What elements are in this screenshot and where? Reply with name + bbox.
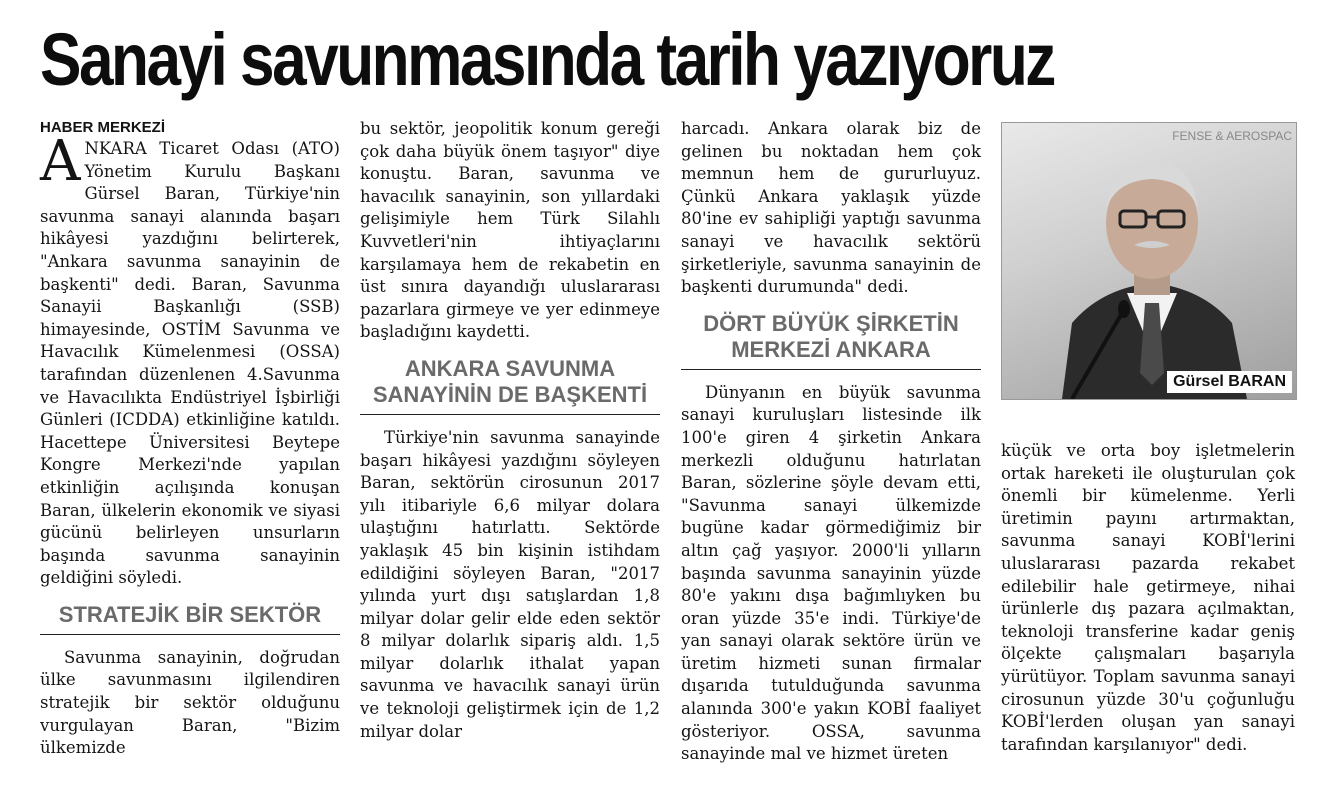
photo-caption: Gürsel BARAN: [1167, 371, 1292, 393]
article-column-2: [360, 118, 660, 743]
portrait-photo: [1001, 122, 1297, 400]
paragraph: Savunma sanayinin, doğrudan ülke savunmasını ilgilendiren stratejik bir sektör olduğunu vurgulayan Baran, "Bizim ülkemizde: [40, 647, 340, 758]
paragraph: harcadı. Ankara olarak biz de gelinen bu noktadan hem çok memnun hem de gururluyuz. Çünkü Ankara yaklaşık yüzde 80'ine ev sahipliği yaptığı savunma sanayi ve havacılık sektörü şirketleriyle, savunma sanayinin de başkenti durumunda" dedi.: [681, 119, 981, 297]
paragraph: küçük ve orta boy işletmelerin ortak hareketi ile oluşturulan çok önemli bir kümelenme. Yerli üretimin payını artırmaktan, savunma sanayi KOBİ'lerini uluslararası pazarda rekabet edilebilir hale getirmeye, nihai ürünlerle dış pazara açılmaktan, teknoloji transferine kadar geniş ölçekte çalışmaları başarıyla yürütüyor. Toplam savunma sanayi cirosunun yüzde 30'u çoğunluğu KOBİ'lerden oluşan yan sanayi tarafından karşılanıyor" dedi.: [1001, 441, 1295, 754]
paragraph: Türkiye'nin savunma sanayinde başarı hikâyesi yazdığını söyleyen Baran, sektörün cirosunun 2017 yılı itibariyle 6,6 milyar dolara ulaştığını hatırlattı. Sektörde yaklaşık 45 bin kişinin istihdam edildiğini söyleyen Baran, "2017 yılında yurt dışı satışlardan 1,8 milyar dolar gelir elde eden sektör 8 milyar dolarlık sipariş aldı. 1,5 milyar dolarlık ithalat yapan savunma ve havacılık sanayi ürün ve teknoloji geliştirmek için de 1,2 milyar dolar: [360, 427, 660, 741]
article-column-1: [40, 118, 340, 760]
portrait-illustration: [1002, 123, 1296, 399]
lead-text: NKARA Ticaret Odası (ATO) Yönetim Kurulu Başkanı Gürsel Baran, Türkiye'nin savunma sanayi alanında başarı hikâyesi yazdığını belirterek, "Ankara savunma sanayinin de başkenti" dedi. Baran, Savunma Sanayii Başkanlığı (SSB) himayesinde, OSTİM Savunma ve Havacılık Kümelenmesi (OSSA) tarafından düzenlenen 4.Savunma ve Havacılıkta Endüstriyel İşbirliği Günleri (ICDDA) etkinliğine katıldı. Hacettepe Üniversitesi Beytepe Kongre Merkezi'nde yapılan etkinliğin açılışında konuşan Baran, ülkelerin ekonomik ve siyasi gücünü belirleyen unsurların başında savunma sanayinin geldiğini söyledi.: [40, 139, 340, 588]
photo-background-text: FENSE & AEROSPAC: [1172, 129, 1292, 143]
byline: HABER MERKEZİ: [40, 119, 166, 136]
drop-cap: A: [40, 129, 81, 194]
paragraph: bu sektör, jeopolitik konum gereği çok daha büyük önem taşıyor" diye konuştu. Baran, savunma ve havacılık sanayinin, son yıllardaki gelişimiyle hem Türk Silahlı Kuvvetleri'nin ihtiyaçlarını karşılamaya hem de rekabetin en üst sınıra dayandığı uluslararası pazarlara girmeye ve yer edinmeye başladığını kaydetti.: [360, 119, 660, 342]
subhead-dort-buyuk: DÖRT BÜYÜK ŞİRKETİN MERKEZİ ANKARA: [681, 311, 981, 370]
paragraph: Dünyanın en büyük savunma sanayi kuruluşları listesinde ilk 100'e giren 4 şirketin Ankara merkezli olduğunu hatırlatan Baran, sözlerine şöyle devam etti, "Savunma sanayi ülkemizde bugüne kadar görmediğimiz bir altın çağ yaşıyor. 2000'li yılların başında savunma sanayinin yüzde 80'e yakını dışa bağımlıyken bu oran yüzde 35'e indi. Türkiye'de yan sanayi olarak sektöre ürün ve üretim hizmeti sunan firmalar dışarıda tutulduğunda savunma alanında 300'e yakın KOBİ faaliyet gösteriyor. OSSA, savunma sanayinde mal ve hizmet üreten: [681, 382, 981, 764]
headline: Sanayi savunmasında tarih yazıyoruz: [40, 18, 1054, 101]
subhead-stratejik: STRATEJİK BİR SEKTÖR: [40, 602, 340, 635]
lead-paragraph: [40, 129, 340, 590]
article-column-4: [1001, 440, 1295, 756]
subhead-ankara: ANKARA SAVUNMA SANAYİNİN DE BAŞKENTİ: [360, 356, 660, 415]
article-column-3: [681, 118, 981, 766]
